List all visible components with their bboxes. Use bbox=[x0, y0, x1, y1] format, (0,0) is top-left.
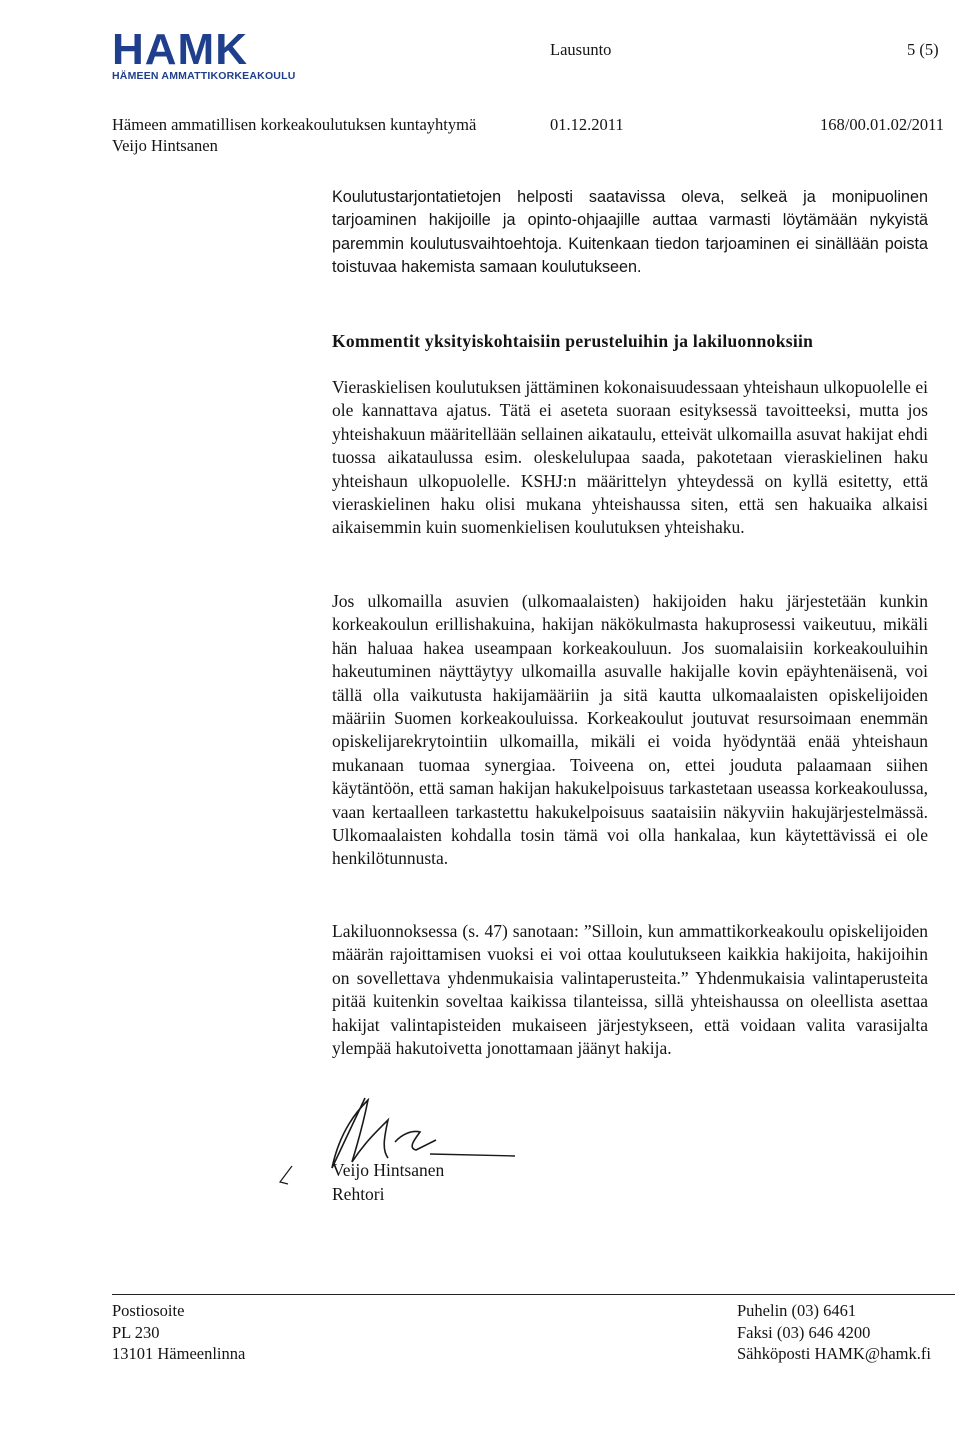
signatory-name: Veijo Hintsanen bbox=[332, 1160, 445, 1180]
paragraph-foreign-applicants: Jos ulkomailla asuvien (ulkomaalaisten) hakijoiden haku järjestetään kunkin korkeakoulun erillishakuina, hakijan näkökulmasta hakuprosessi vaikeutuu, mikäli hän haluaa hakea useampaan korkeakouluun. Jos suomalaisiin korkeakouluihin hakeutuminen näyttäytyy ulkomailla asuvalle hakijalle kovin epäyhtenäisenä, voi tällä olla vaikutusta hakijamääriin ja sitä kautta ulkomaalaisten opiskelijoiden määriin Suomen korkeakouluissa. Korkeakoulut joutuvat resursoimaan enemmän opiskelijarekrytointiin ulkomailla, mikäli ei voida hyödyntää enää yhteishaun mukanaan tuomaa synergiaa. Toiveena on, ettei jouduta palaamaan siihen käytäntöön, että saman hakijan hakukelpoisuus tarkastetaan useassa korkeakoulussa, vaan kertaalleen tarkastettu hakukelpoisuus saataisiin näkyviin hakujärjestelmässä. Ulkomaalaisten kohdalla tosin tämä voi olla hankalaa, kun käytettävissä ei ole henkilötunnusta. bbox=[332, 591, 928, 869]
organization-name: Hämeen ammatillisen korkeakoulutuksen kuntayhtymä bbox=[112, 115, 477, 134]
signatory bbox=[332, 1158, 444, 1206]
footer-contact bbox=[737, 1300, 931, 1365]
footer-address-label: Postiosoite bbox=[112, 1301, 185, 1320]
intro-paragraph: Koulutustarjontatietojen helposti saatavissa oleva, selkeä ja monipuolinen tarjoaminen hakijoille ja opinto-ohjaajille auttaa varmasti löytämään nykyistä paremmin koulutusvaihtoehtoja. Kuitenkaan tiedon tarjoaminen ei sinällään poista toistuvaa hakemista samaan koulutukseen. bbox=[332, 188, 928, 277]
section-heading: Kommentit yksityiskohtaisiin perusteluihin ja lakiluonnoksiin bbox=[332, 331, 814, 351]
page-number: 5 (5) bbox=[907, 40, 939, 59]
footer-divider bbox=[112, 1294, 955, 1295]
footer-fax: Faksi (03) 646 4200 bbox=[737, 1322, 871, 1342]
footer-po-box: PL 230 bbox=[112, 1322, 160, 1342]
signatory-title: Rehtori bbox=[332, 1184, 385, 1204]
footer-email: Sähköposti HAMK@hamk.fi bbox=[737, 1344, 931, 1363]
logo-subtitle: HÄMEEN AMMATTIKORKEAKOULU bbox=[112, 70, 296, 82]
reference-number: 168/00.01.02/2011 bbox=[820, 115, 945, 134]
paragraph-law-draft: Lakiluonnoksessa (s. 47) sanotaan: ”Silloin, kun ammattikorkeakoulu opiskelijoiden määrän rajoittamisen vuoksi ei voi ottaa koulutukseen kaikkia hakijoita, hakijoihin on sovellettava yhdenmukaisia valintaperusteita.” Yhdenmukaisia valintaperusteita pitää kuitenkin soveltaa kaikissa tilanteissa, sillä yhteishaussa on oleellista asettaa hakijat valintapisteiden mukaiseen järjestykseen, että voidaan valita varasijalta ylempää hakutoivetta jonottamaan jäänyt hakija. bbox=[332, 921, 928, 1059]
hamk-logo: HAMK bbox=[112, 25, 248, 74]
document-type: Lausunto bbox=[550, 40, 612, 59]
paragraph-foreign-language-education: Vieraskielisen koulutuksen jättäminen kokonaisuudessaan yhteishaun ulkopuolelle ei ole kannattava ajatus. Tätä ei aseteta suoraan esityksessä tavoitteeksi, mutta jos yhteishakuun määritellään sellainen aikataulu, etteivät ulkomailla asuvat hakijat ehdi tuossa aikataulussa esim. oleskelulupaa saada, pakotetaan vieraskielinen haku yhteishaun ulkopuolelle. KSHJ:n määrittelyn yhteydessä on kyllä esitetty, että vieraskielinen haku olisi mukana yhteishaussa siten, että sen hakuaika alkaisi aikaisemmin kuin suomenkielisen koulutuksen yhteishaku. bbox=[332, 377, 928, 538]
footer-postal-city: 13101 Hämeenlinna bbox=[112, 1344, 246, 1363]
author-name: Veijo Hintsanen bbox=[112, 136, 218, 155]
footer-phone: Puhelin (03) 6461 bbox=[737, 1301, 857, 1320]
footer-address bbox=[112, 1300, 245, 1365]
document-date: 01.12.2011 bbox=[550, 115, 624, 134]
